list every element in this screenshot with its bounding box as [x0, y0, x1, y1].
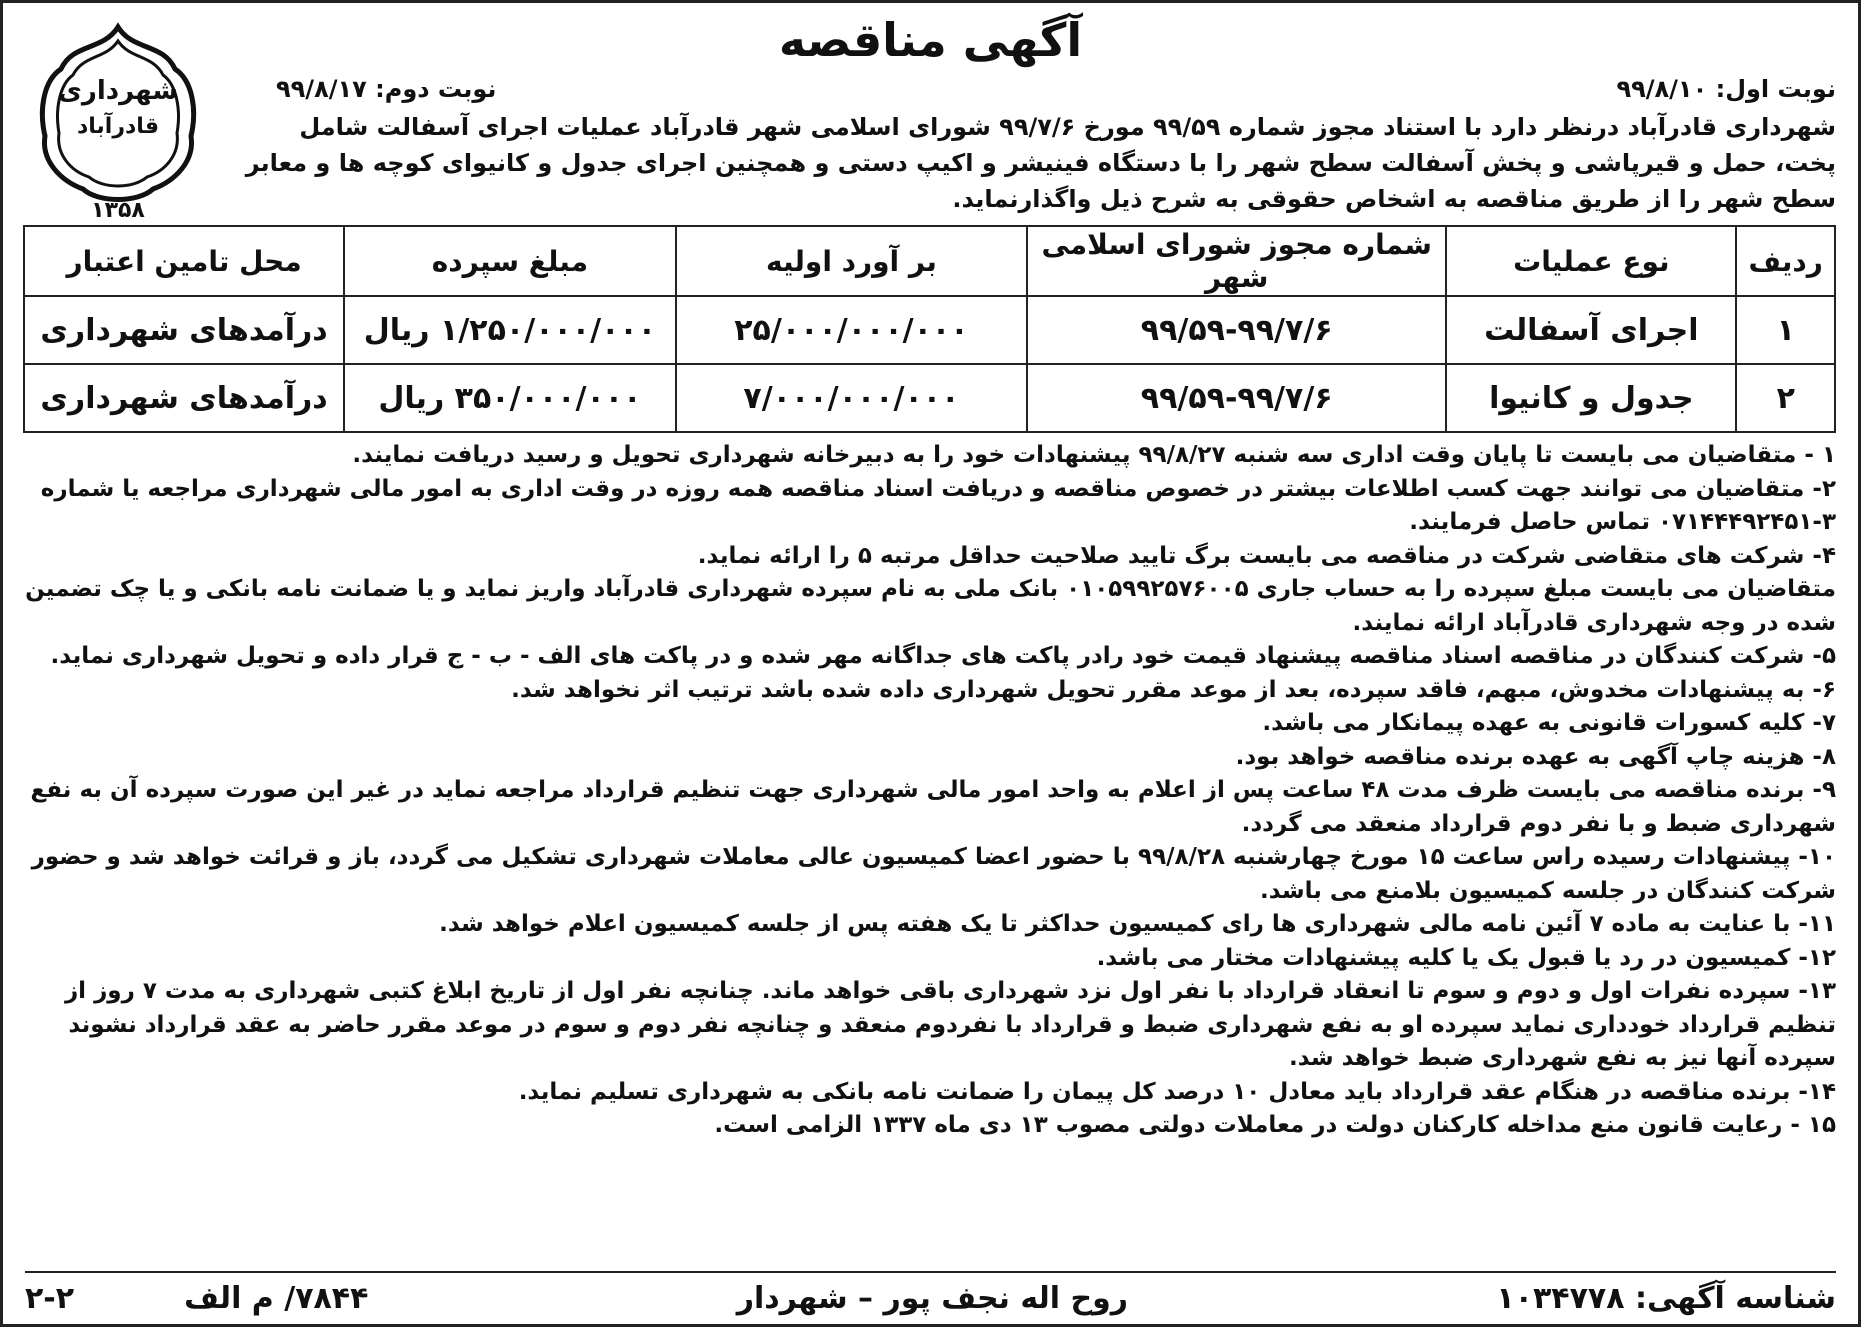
page-number: ۲-۲	[25, 1281, 75, 1316]
header-funding: محل تامین اعتبار	[24, 226, 344, 296]
page-title: آگهی مناقصه	[778, 13, 1083, 67]
cell-operation: اجرای آسفالت	[1446, 296, 1736, 364]
cell-permit: ۹۹/۵۹-۹۹/۷/۶	[1027, 364, 1446, 432]
cell-deposit: ۳۵۰/۰۰۰/۰۰۰ ریال	[344, 364, 676, 432]
term-item: ۴- شرکت های متقاضی شرکت در مناقصه می بایست برگ تایید صلاحیت حداقل مرتبه ۵ را ارائه نماید.	[697, 542, 1836, 569]
footer	[25, 1271, 1836, 1316]
term-item: ۱ - متقاضیان می بایست تا پایان وقت اداری سه شنبه ۹۹/۸/۲۷ پیشنهادات خود را به دبیرخانه شهرداری تحویل و رسید دریافت نمایند.	[352, 442, 1836, 468]
seal-line2: قادرآباد	[77, 114, 159, 139]
header-deposit: مبلغ سپرده	[344, 226, 676, 296]
intro-paragraph: شهرداری قادرآباد درنظر دارد با استناد مجوز شماره ۹۹/۵۹ مورخ ۹۹/۷/۶ شورای اسلامی شهر قادرآباد عملیات اجرای آسفالت شامل پخت، حمل و قیرپاشی و پخش آسفالت سطح شهر را با دستگاه فینیشر و اکیپ دستی و همچنین اجرای جدول و کانیوای کوچه ها و معابر سطح شهر را از طریق مناقصه به اشخاص حقوقی به شرح ذیل واگذارنماید.	[245, 113, 1836, 213]
term-item: ۵- شرکت کنندگان در مناقصه اسناد مناقصه پیشنهاد قیمت خود رادر پاکت های جداگانه مهر شده و در پاکت های الف - ب - ج قرار داده و تحویل شهرداری نماید.	[50, 643, 1836, 669]
municipality-seal	[33, 21, 203, 221]
table-header-row	[24, 226, 1835, 296]
header-row-number: ردیف	[1736, 226, 1835, 296]
table-row	[24, 364, 1835, 432]
term-item: ۱۲- کمیسیون در رد یا قبول یک یا کلیه پیشنهادات مختار می باشد.	[1096, 944, 1836, 971]
header-estimate: بر آورد اولیه	[676, 226, 1028, 296]
term-item: متقاضیان می بایست مبلغ سپرده را به حساب جاری ۰۱۰۵۹۹۲۵۷۶۰۰۵ بانک ملی به نام سپرده شهرداری قادرآباد واریز نماید و یا ضمانت نامه بانکی و یا چک تضمین شده در وجه شهرداری قادرآباد ارائه نمایند.	[25, 576, 1836, 636]
footer-codes	[25, 1281, 368, 1316]
header-operation: نوع عملیات	[1446, 226, 1736, 296]
header-permit: شماره مجوز شورای اسلامی شهر	[1027, 226, 1446, 296]
term-item: ۱۰- پیشنهادات رسیده راس ساعت ۱۵ مورخ چهارشنبه ۹۹/۸/۲۸ با حضور اعضا کمیسیون عالی معاملات شهرداری تشکیل می گردد، باز و قرائت خواهد شد و حضور شرکت کنندگان در جلسه کمیسیون بلامنع می باشد.	[31, 844, 1836, 904]
term-item: ۱۱- با عنایت به ماده ۷ آئین نامه مالی شهرداری ها رای کمیسیون حداکثر تا یک هفته پس از جلسه کمیسیون اعلام خواهد شد.	[439, 911, 1836, 937]
cell-estimate: ۷/۰۰۰/۰۰۰/۰۰۰	[676, 364, 1028, 432]
publication-turns	[276, 75, 1836, 109]
cell-row-number: ۲	[1736, 364, 1835, 432]
second-turn: نوبت دوم: ۹۹/۸/۱۷	[276, 75, 497, 103]
terms-list	[25, 439, 1836, 1143]
term-item: ۷- کلیه کسورات قانونی به عهده پیمانکار می باشد.	[1262, 710, 1836, 736]
term-item: ۲- متقاضیان می توانند جهت کسب اطلاعات بیشتر در خصوص مناقصه و دریافت اسناد مناقصه همه روزه در وقت اداری به امور مالی شهرداری مراجعه یا شماره ۳-۰۷۱۴۴۴۹۲۴۵۱ تماس حاصل فرمایند.	[40, 475, 1836, 535]
cell-funding: درآمدهای شهرداری	[24, 364, 344, 432]
cell-estimate: ۲۵/۰۰۰/۰۰۰/۰۰۰	[676, 296, 1028, 364]
cell-permit: ۹۹/۵۹-۹۹/۷/۶	[1027, 296, 1446, 364]
cell-operation: جدول و کانیوا	[1446, 364, 1736, 432]
term-item: ۶- به پیشنهادات مخدوش، مبهم، فاقد سپرده، بعد از موعد مقرر تحویل شهرداری داده شده باشد ترتیب اثر نخواهد شد.	[511, 676, 1836, 703]
term-item: ۸- هزینه چاپ آگهی به عهده برنده مناقصه خواهد بود.	[1235, 743, 1836, 770]
term-item: ۹- برنده مناقصه می بایست ظرف مدت ۴۸ ساعت پس از اعلام به واحد امور مالی شهرداری جهت تنظیم قرارداد مراجعه نماید در غیر این صورت سپرده آن به نفع شهرداری ضبط و با نفر دوم قرارداد منعقد می گردد.	[30, 777, 1836, 837]
seal-line1: شهرداری	[58, 76, 178, 106]
cell-row-number: ۱	[1736, 296, 1835, 364]
seal-icon	[33, 21, 203, 221]
ad-id: شناسه آگهی: ۱۰۳۴۷۷۸	[1496, 1281, 1836, 1316]
tender-table	[23, 225, 1836, 433]
cell-funding: درآمدهای شهرداری	[24, 296, 344, 364]
term-item: ۱۵ - رعایت قانون منع مداخله کارکنان دولت در معاملات دولتی مصوب ۱۳ دی ماه ۱۳۳۷ الزامی است.	[714, 1112, 1836, 1138]
first-turn: نوبت اول: ۹۹/۸/۱۰	[1616, 75, 1836, 103]
table-row	[24, 296, 1835, 364]
signatory: روح اله نجف پور – شهردار	[736, 1281, 1129, 1316]
term-item: ۱۴- برنده مناقصه در هنگام عقد قرارداد باید معادل ۱۰ درصد کل پیمان را ضمانت نامه بانکی به شهرداری تسلیم نماید.	[518, 1078, 1836, 1105]
cell-deposit: ۱/۲۵۰/۰۰۰/۰۰۰ ریال	[344, 296, 676, 364]
seal-year: ۱۳۵۸	[91, 198, 145, 221]
reference-code: ۷۸۴۴/ م الف	[184, 1281, 369, 1316]
term-item: ۱۳- سپرده نفرات اول و دوم و سوم تا انعقاد قرارداد با نفر اول نزد شهرداری باقی خواهد ماند. چنانچه نفر اول از تاریخ ابلاغ کتبی شهرداری به مدت ۷ روز از تنظیم قرارداد خودداری نماید سپرده او به نفع شهرداری ضبط و قرارداد با نفردوم منعقد و چنانچه نفر دوم و سوم در موعد مقرر حاضر به عقد قرارداد نشوند سپرده آنها نیز به نفع شهرداری ضبط خواهد شد.	[64, 978, 1836, 1071]
